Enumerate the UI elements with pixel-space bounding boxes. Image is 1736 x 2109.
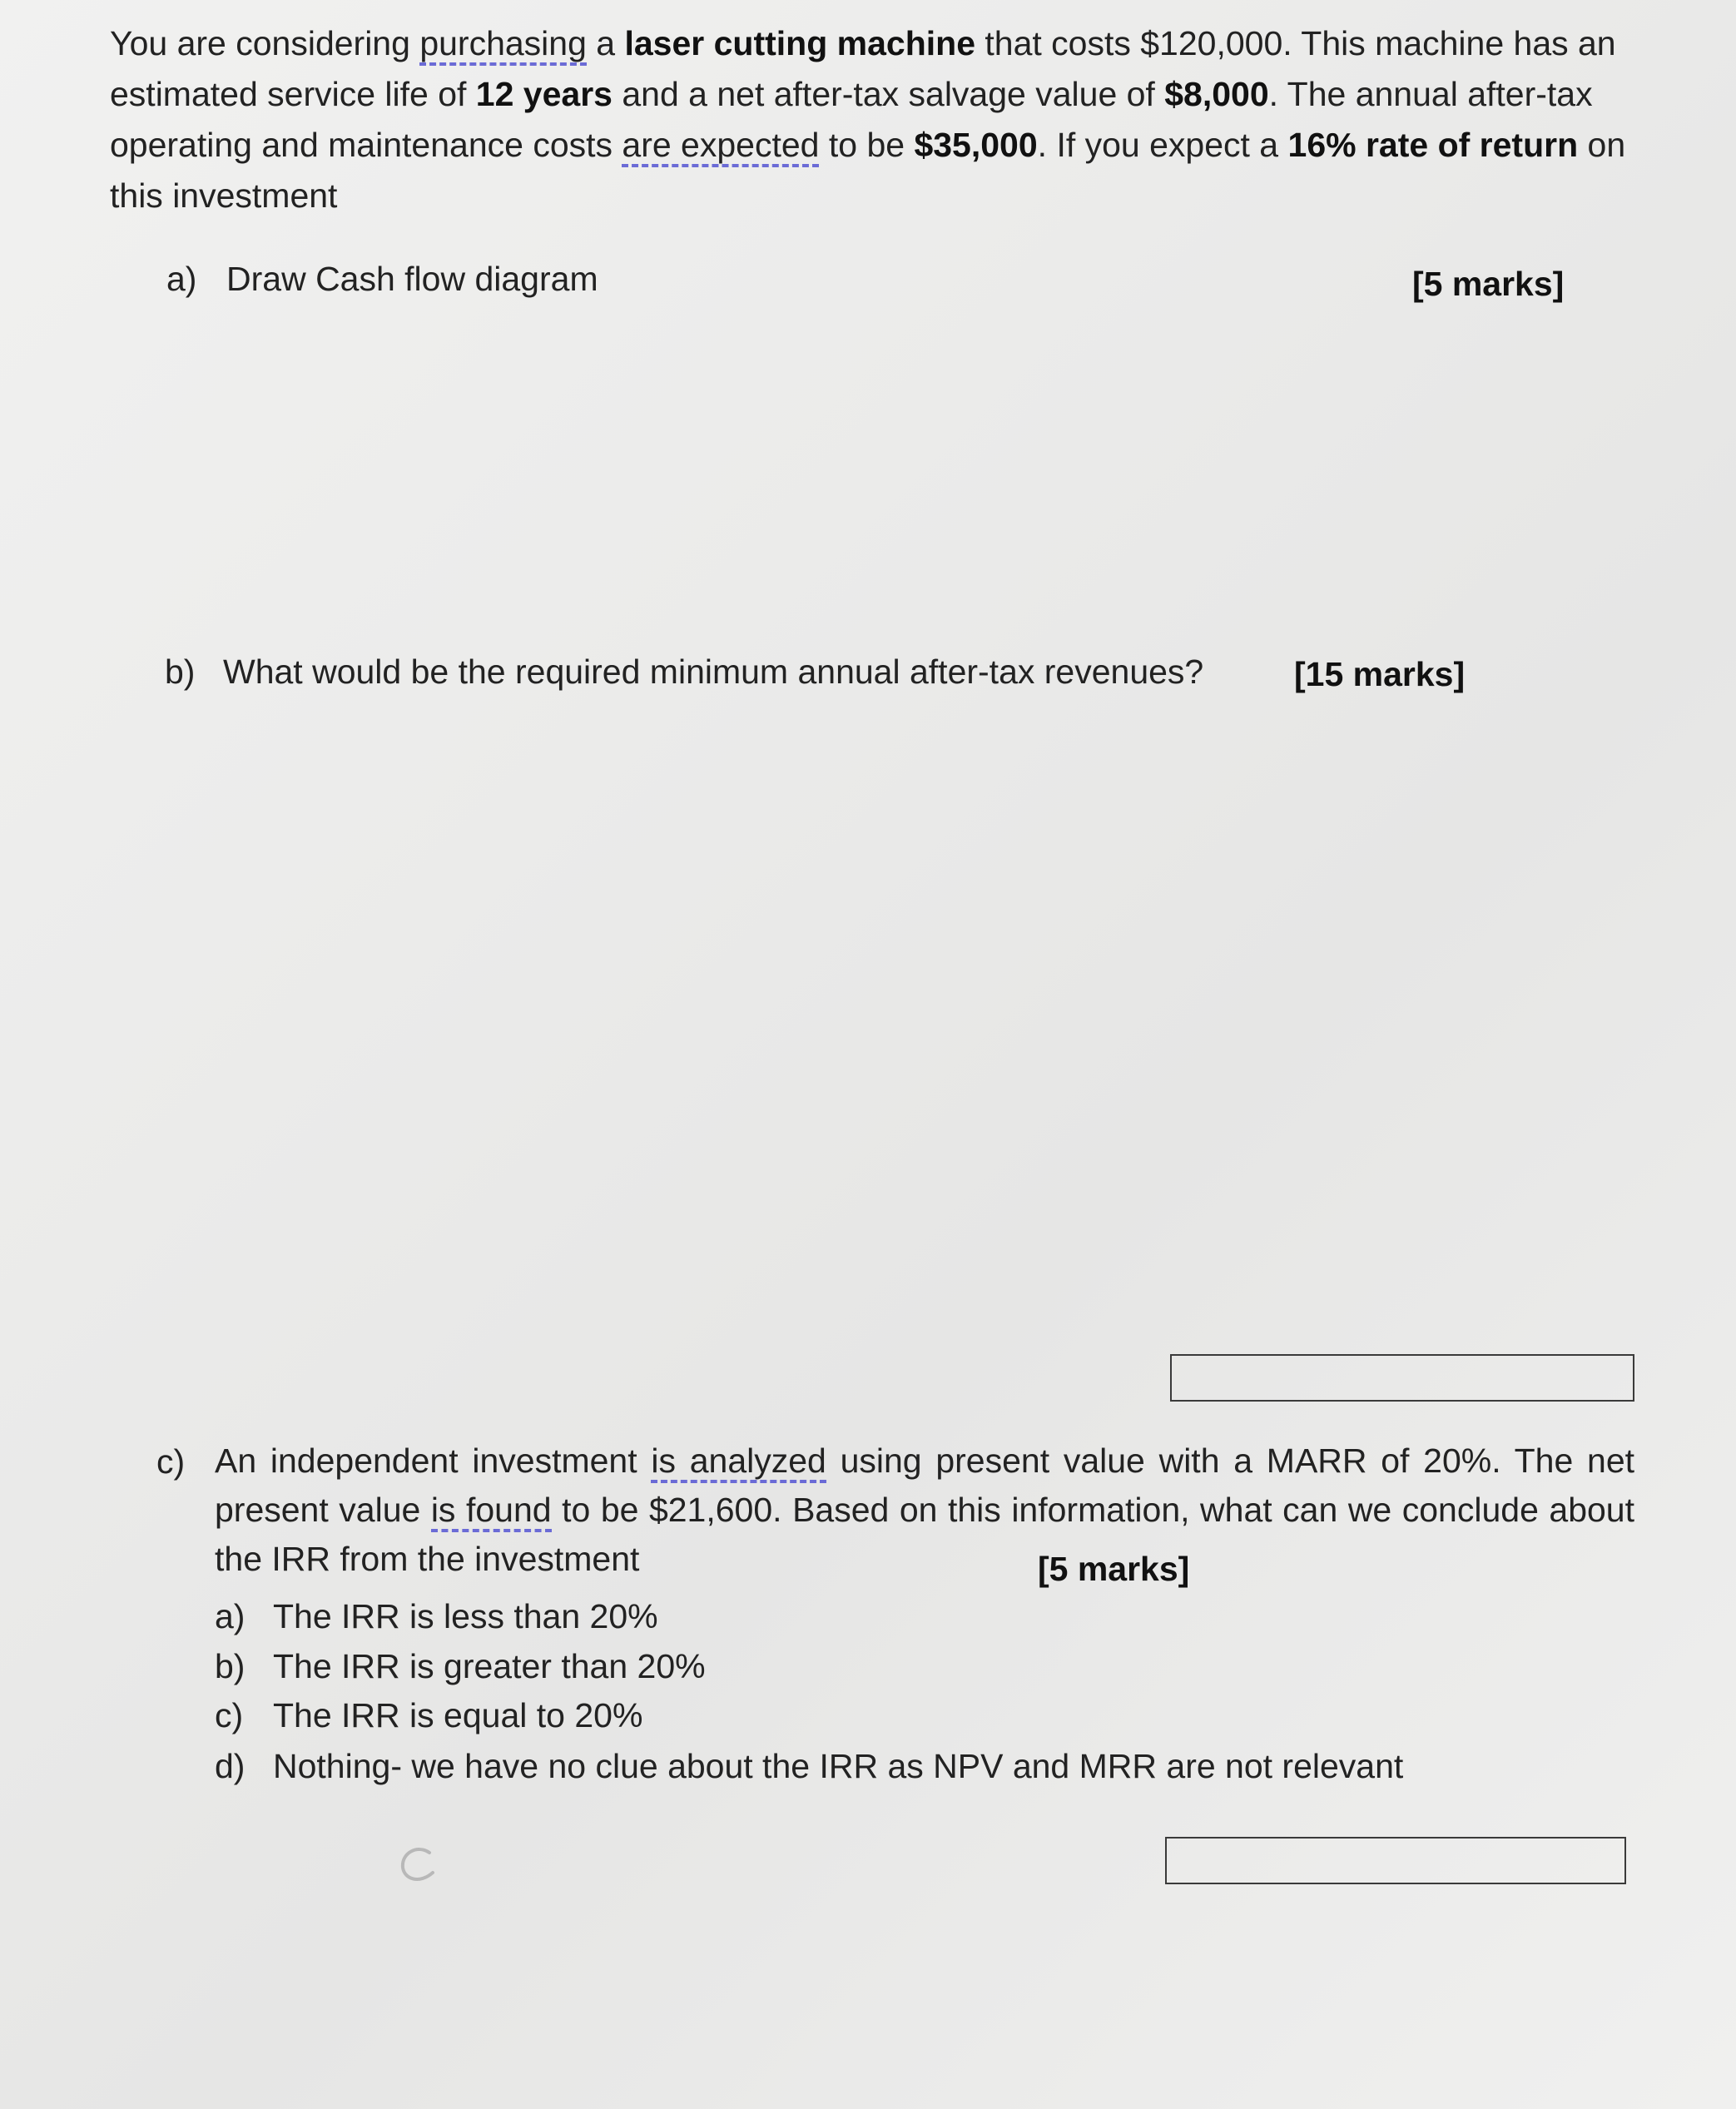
intro-text: . If you expect a bbox=[1037, 126, 1288, 164]
question-c-text-part: to be $21,600. Based on this information, what can we conclude about the IRR from the investment bbox=[215, 1491, 1634, 1578]
option-a-label: a) bbox=[215, 1597, 246, 1635]
question-a-label: a) bbox=[166, 260, 197, 298]
question-c-label: c) bbox=[156, 1442, 186, 1481]
question-c-marks: [5 marks] bbox=[1038, 1550, 1190, 1588]
intro-text: on this investment bbox=[110, 126, 1626, 215]
pencil-mark-icon bbox=[393, 1841, 443, 1891]
option-d-text[interactable]: Nothing- we have no clue about the IRR as NPV and MRR are not relevant bbox=[273, 1747, 1404, 1785]
answer-box-c[interactable] bbox=[1165, 1837, 1626, 1884]
intro-text: . The annual after-tax operating and maintenance costs bbox=[110, 75, 1593, 164]
question-c-text-part: using present value with a MARR of 20%. The net present value bbox=[215, 1442, 1635, 1529]
spellcheck-word-found: is found bbox=[431, 1491, 552, 1532]
question-b-marks: [15 marks] bbox=[1294, 655, 1466, 693]
bold-machine: laser cutting machine bbox=[624, 24, 975, 62]
option-c-text[interactable]: The IRR is equal to 20% bbox=[273, 1696, 643, 1734]
option-b-text[interactable]: The IRR is greater than 20% bbox=[273, 1647, 706, 1685]
intro-text: You are considering bbox=[110, 24, 420, 62]
spellcheck-word-analyzed: is analyzed bbox=[651, 1442, 826, 1483]
intro-text: to be bbox=[819, 126, 915, 164]
intro-text: that costs $120,000. This machine has an estimated service life of bbox=[110, 24, 1616, 113]
problem-statement bbox=[110, 18, 1658, 221]
question-b-text: What would be the required minimum annual after-tax revenues? bbox=[223, 653, 1204, 691]
question-a-marks: [5 marks] bbox=[1412, 265, 1565, 303]
spellcheck-word-expected: are expected bbox=[622, 126, 819, 167]
bold-rate: 16% rate of return bbox=[1287, 126, 1579, 164]
intro-text: a bbox=[586, 24, 625, 62]
question-a-text: Draw Cash flow diagram bbox=[226, 260, 598, 298]
bold-costs: $35,000 bbox=[914, 126, 1038, 164]
question-b-label: b) bbox=[165, 653, 196, 691]
spellcheck-word-purchasing: purchasing bbox=[419, 24, 587, 66]
option-c-label: c) bbox=[215, 1696, 244, 1734]
question-c-text bbox=[215, 1437, 1634, 1584]
bold-salvage: $8,000 bbox=[1164, 75, 1269, 113]
option-a-text[interactable]: The IRR is less than 20% bbox=[273, 1597, 658, 1635]
intro-text: and a net after-tax salvage value of bbox=[612, 75, 1165, 113]
question-c-text-part: An independent investment bbox=[215, 1442, 652, 1480]
answer-box-b[interactable] bbox=[1170, 1354, 1634, 1402]
bold-service-life: 12 years bbox=[475, 75, 613, 113]
option-d-label: d) bbox=[215, 1747, 246, 1785]
option-b-label: b) bbox=[215, 1647, 246, 1685]
